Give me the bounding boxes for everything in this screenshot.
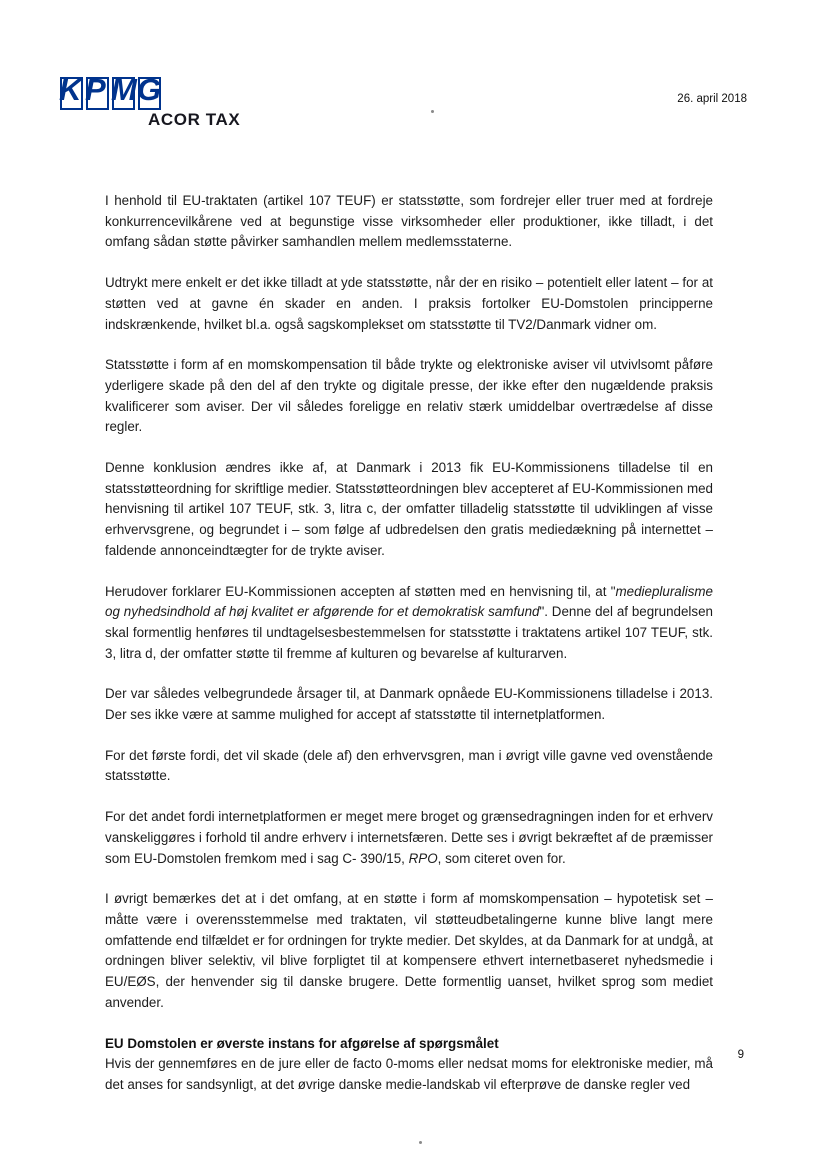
kpmg-letter: K [59, 72, 81, 107]
text-run: EU Domstolen er øverste instans for afgørelse af spørgsmålet [105, 1035, 499, 1051]
paragraph [105, 746, 713, 787]
text-run: Udtrykt mere enkelt er det ikke tilladt at yde statsstøtte, når der en risiko – potentielt eller latent – for at støtten ved at gavne én skader en anden. I praksis fortolker EU-Domstolen principperne indskrænkende, hvilket bl.a. også sagskomplekset om statsstøtte til TV2/Danmark vidner om. [105, 275, 713, 332]
text-run: I henhold til EU-traktaten (artikel 107 TEUF) er statsstøtte, som fordrejer eller truer med at fordreje konkurrencevilkårene ved at begunstige visse virksomheder eller produktioner, ikke tilladt, i det omfang sådan støtte påvirker samhandlen mellem medlemsstaterne. [105, 193, 713, 250]
paragraph [105, 807, 713, 869]
text-run: For det første fordi, det vil skade (dele af) den erhvervsgren, man i øvrigt ville gavne ved ovenstående statsstøtte. [105, 747, 713, 784]
kpmg-letter: P [85, 72, 105, 107]
kpmg-acor-tax-logo [60, 74, 240, 130]
kpmg-letter-box [137, 72, 161, 110]
text-run: , som citeret oven for. [437, 850, 566, 866]
paragraph [105, 458, 713, 562]
kpmg-letter: G [137, 72, 161, 107]
text-run: ". Denne del af begrundelsen skal formentlig henføres til undtagelsesbestemmelsen for statsstøtte i traktatens artikel 107 TEUF, stk. 3, litra d, der omfatter støtte til fremme af kulturen og bevarelse af kulturarven. [105, 604, 713, 661]
paragraph [105, 273, 713, 335]
kpmg-letter-box [59, 72, 83, 110]
paragraph [105, 684, 713, 725]
paragraph [105, 1054, 713, 1095]
paragraph [105, 191, 713, 253]
italic-text-run: RPO [408, 850, 438, 866]
text-run: Der var således velbegrundede årsager til, at Danmark opnåede EU-Kommissionens tilladelse i 2013. Der ses ikke være at samme mulighed for accept af statsstøtte til internetplatformen. [105, 686, 713, 723]
text-run: For det andet fordi internetplatformen er meget mere broget og grænsedragningen inden for et erhverv vanskeliggøres i forhold til andre erhverv i internetsfæren. Dette ses i øvrigt bekræftet af de præmisser som EU-Domstolen fremkom med i sag C- 390/15, [105, 809, 713, 866]
scan-artifact-dot [431, 110, 434, 113]
text-run: Hvis der gennemføres en de jure eller de facto 0-moms eller nedsat moms for elektroniske medier, må det anses for sandsynligt, at det øvrige danske medie-landskab vil efterprøve de danske regler ved [105, 1056, 713, 1092]
text-run: Denne konklusion ændres ikke af, at Danmark i 2013 fik EU-Kommissionens tilladelse til en statsstøtteordning for skriftlige medier. Statsstøtteordningen blev accepteret af EU-Kommissionen med henvisning til artikel 107 TEUF, stk. 3, litra c, der omfatter tilladelig statsstøtte til udviklingen af visse erhvervsgrene, og begrundet i – som følge af udbredelsen den gratis mediedækning på internettet – faldende annonceindtægter for de trykte aviser. [105, 460, 713, 558]
kpmg-letter: M [111, 72, 136, 107]
section-heading [105, 1034, 713, 1055]
text-run: I øvrigt bemærkes det at i det omfang, at en støtte i form af momskompensation – hypotetisk set – måtte være i overensstemmelse med traktaten, vil støtteudbetalingerne kunne blive langt mere omfattende end tilfældet er for ordningen for trykte medier. Det skyldes, at da Danmark for at undgå, at ordningen bliver selektiv, vil blive forpligtet til at kompensere ethvert internetbaseret nyhedsmedie i EU/EØS, der henvender sig til danske brugere. Dette formentlig uanset, hvilket sprog som mediet anvender. [105, 891, 713, 1010]
kpmg-logo [60, 74, 240, 110]
document-body [105, 191, 713, 1116]
paragraph [105, 889, 713, 1013]
text-run: Herudover forklarer EU-Kommissionen accepten af støtten med en henvisning til, at " [105, 583, 616, 599]
text-run: Statsstøtte i form af en momskompensation til både trykte og elektroniske aviser vil utvivlsomt påføre yderligere skade på den del af den trykte og digitale presse, der ikke efter den nugældende praksis kvalificerer som aviser. Der vil således foreligge en relativ stærk umiddelbar overtrædelse af disse regler. [105, 357, 713, 435]
page-number: 9 [737, 1049, 744, 1061]
paragraph [105, 355, 713, 438]
italic-text-run: mediepluralisme og nyhedsindhold af høj kvalitet er afgørende for et demokratisk samfund [105, 583, 713, 620]
kpmg-letter-box [111, 72, 136, 110]
document-date: 26. april 2018 [677, 93, 747, 105]
acor-tax-logo-text: ACOR TAX [148, 110, 241, 129]
paragraph [105, 582, 713, 665]
kpmg-letter-box [85, 72, 109, 110]
scan-artifact-dot [419, 1141, 422, 1144]
